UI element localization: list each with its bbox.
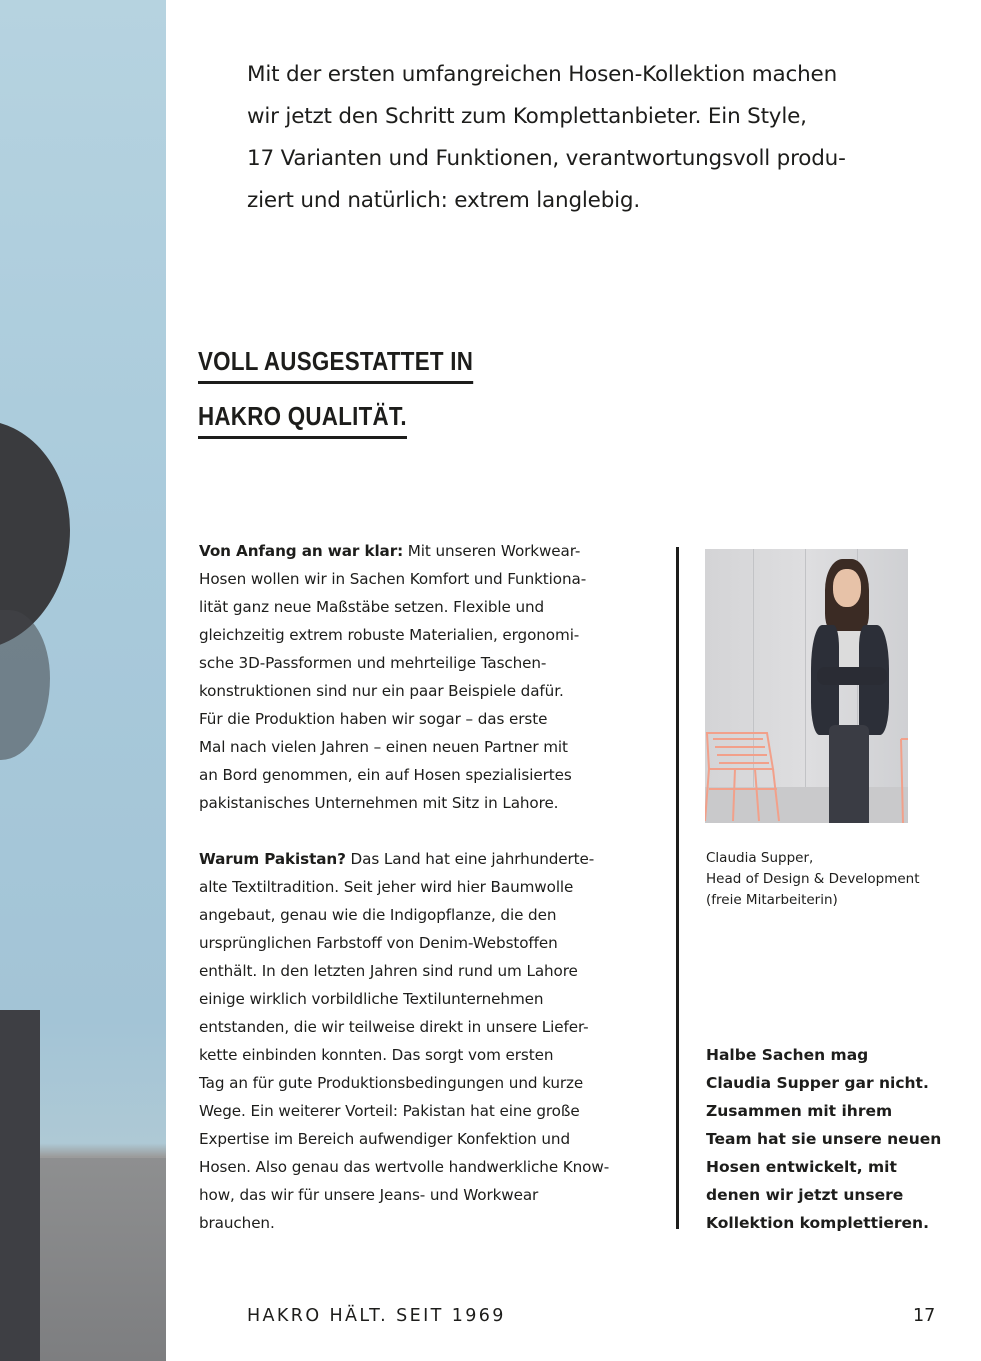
portrait-jeans — [829, 725, 869, 823]
paragraph-1-lead: Von Anfang an war klar: — [199, 542, 404, 560]
headline-line-1: VOLL AUSGESTATTET IN — [198, 346, 473, 384]
photo-caption: Claudia Supper, Head of Design & Development (freie Mitarbeiterin) — [706, 850, 920, 908]
page-number: 17 — [913, 1306, 936, 1326]
body-paragraph-1 — [199, 537, 649, 817]
photo-leg — [0, 1010, 40, 1361]
column-divider — [676, 547, 679, 1229]
photo-arm — [0, 610, 50, 760]
body-paragraph-2 — [199, 845, 649, 1237]
footer-slogan: HAKRO HÄLT. SEIT 1969 — [247, 1306, 506, 1326]
body-column — [199, 537, 649, 1265]
paragraph-2-text: Das Land hat eine jahrhunderte- alte Textiltradition. Seit jeher wird hier Baumwolle angebaut, genau wie die Indigopflanze, die den ursprünglichen Farbstoff von Denim-Webstoffen enthält. In den letzten Jahren sind rund um Lahore einige wirklich vorbildliche Textilunternehmen entstanden, die wir teilweise direkt in unsere Liefer- kette einbinden konnten. Das sorgt vom ersten Tag an für gute Produktionsbedingungen und kurze Wege. Ein weiterer Vorteil: Pakistan hat eine große Expertise im Bereich aufwendiger Konfektion und Hosen. Also genau das wertvolle handwerkliche Know- how, das wir für unsere Jeans- und Workwear brauchen. — [199, 850, 610, 1232]
paragraph-2-lead: Warum Pakistan? — [199, 850, 346, 868]
portrait-photo — [705, 549, 908, 823]
headline-line-2: HAKRO QUALITÄT. — [198, 401, 407, 439]
side-photo — [0, 0, 166, 1361]
pull-quote: Halbe Sachen mag Claudia Supper gar nicht. Zusammen mit ihrem Team hat sie unsere neuen Hosen entwickelt, mit denen wir jetzt unsere Kollektion komplettieren. — [706, 1046, 942, 1232]
portrait-face — [833, 569, 861, 607]
paragraph-1-text: Mit unseren Workwear- Hosen wollen wir in Sachen Komfort und Funktiona- lität ganz neue Maßstäbe setzen. Flexible und gleichzeitig extrem robuste Materialien, ergonomi- sche 3D-Passformen und mehrteilige Taschen- konstruktionen sind nur ein paar Beispiele dafür. Für die Produktion haben wir sogar – das erste Mal nach vielen Jahren – einen neuen Partner mit an Bord genommen, ein auf Hosen spezialisiertes pakistanisches Unternehmen mit Sitz in Lahore. — [199, 542, 587, 812]
portrait-crossed-arms — [817, 667, 887, 685]
chair-graphic — [705, 729, 908, 823]
intro-text: Mit der ersten umfangreichen Hosen-Kollektion machen wir jetzt den Schritt zum Komplettanbieter. Ein Style, 17 Varianten und Funktionen, verantwortungsvoll produ- ziert und natürlich: extrem langlebig. — [247, 62, 846, 213]
section-headline — [198, 346, 473, 456]
